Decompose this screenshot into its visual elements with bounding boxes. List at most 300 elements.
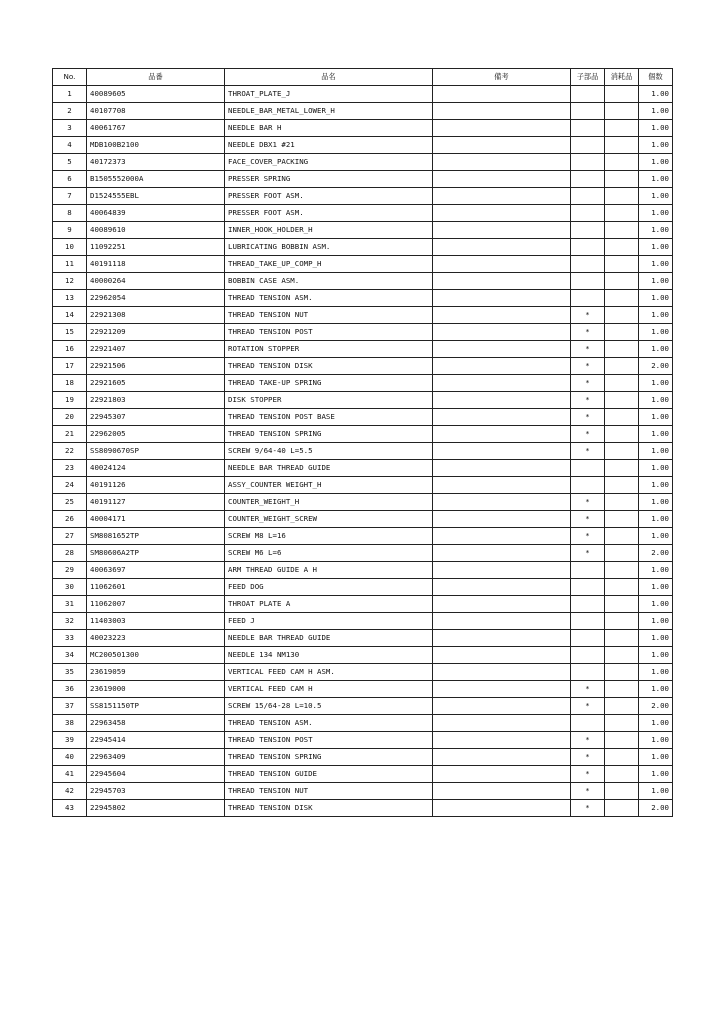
header-sub-part: 子部品 bbox=[571, 69, 605, 86]
consumable-mark-cell bbox=[605, 290, 639, 307]
remarks-cell bbox=[433, 188, 571, 205]
row-number: 38 bbox=[53, 715, 87, 732]
table-row bbox=[53, 307, 673, 324]
part-number-cell: 40191127 bbox=[87, 494, 225, 511]
sub-part-mark-cell bbox=[571, 222, 605, 239]
table-row bbox=[53, 647, 673, 664]
quantity-cell: 1.00 bbox=[639, 460, 673, 477]
row-number: 13 bbox=[53, 290, 87, 307]
remarks-cell bbox=[433, 154, 571, 171]
quantity-cell: 1.00 bbox=[639, 579, 673, 596]
remarks-cell bbox=[433, 358, 571, 375]
quantity-cell: 1.00 bbox=[639, 783, 673, 800]
part-number-cell: 11062007 bbox=[87, 596, 225, 613]
table-row bbox=[53, 579, 673, 596]
remarks-cell bbox=[433, 273, 571, 290]
quantity-cell: 1.00 bbox=[639, 647, 673, 664]
table-row bbox=[53, 137, 673, 154]
part-name-cell: FEED DOG bbox=[225, 579, 433, 596]
table-row bbox=[53, 290, 673, 307]
part-number-cell: 22945604 bbox=[87, 766, 225, 783]
row-number: 18 bbox=[53, 375, 87, 392]
part-name-cell: THREAD TENSION GUIDE bbox=[225, 766, 433, 783]
table-row bbox=[53, 511, 673, 528]
table-row bbox=[53, 154, 673, 171]
consumable-mark-cell bbox=[605, 715, 639, 732]
quantity-cell: 1.00 bbox=[639, 596, 673, 613]
part-name-cell: SCREW 15/64-28 L=10.5 bbox=[225, 698, 433, 715]
table-row bbox=[53, 273, 673, 290]
table-row bbox=[53, 188, 673, 205]
consumable-mark-cell bbox=[605, 324, 639, 341]
part-name-cell: THREAD TENSION ASM. bbox=[225, 290, 433, 307]
sub-part-mark-cell bbox=[571, 715, 605, 732]
row-number: 28 bbox=[53, 545, 87, 562]
part-number-cell: 40063697 bbox=[87, 562, 225, 579]
sub-part-mark-cell: * bbox=[571, 307, 605, 324]
part-name-cell: VERTICAL FEED CAM H ASM. bbox=[225, 664, 433, 681]
row-number: 32 bbox=[53, 613, 87, 630]
part-number-cell: 22962005 bbox=[87, 426, 225, 443]
consumable-mark-cell bbox=[605, 647, 639, 664]
remarks-cell bbox=[433, 239, 571, 256]
remarks-cell bbox=[433, 596, 571, 613]
sub-part-mark-cell: * bbox=[571, 392, 605, 409]
part-number-cell: 22963458 bbox=[87, 715, 225, 732]
sub-part-mark-cell bbox=[571, 239, 605, 256]
part-number-cell: MC200501300 bbox=[87, 647, 225, 664]
row-number: 36 bbox=[53, 681, 87, 698]
consumable-mark-cell bbox=[605, 477, 639, 494]
table-row bbox=[53, 205, 673, 222]
remarks-cell bbox=[433, 409, 571, 426]
sub-part-mark-cell: * bbox=[571, 545, 605, 562]
remarks-cell bbox=[433, 222, 571, 239]
row-number: 41 bbox=[53, 766, 87, 783]
row-number: 23 bbox=[53, 460, 87, 477]
part-number-cell: 40023223 bbox=[87, 630, 225, 647]
table-row bbox=[53, 664, 673, 681]
consumable-mark-cell bbox=[605, 188, 639, 205]
consumable-mark-cell bbox=[605, 205, 639, 222]
quantity-cell: 1.00 bbox=[639, 409, 673, 426]
part-name-cell: FACE_COVER_PACKING bbox=[225, 154, 433, 171]
part-name-cell: THROAT_PLATE_J bbox=[225, 86, 433, 103]
remarks-cell bbox=[433, 375, 571, 392]
row-number: 37 bbox=[53, 698, 87, 715]
remarks-cell bbox=[433, 460, 571, 477]
row-number: 34 bbox=[53, 647, 87, 664]
consumable-mark-cell bbox=[605, 494, 639, 511]
table-row bbox=[53, 715, 673, 732]
consumable-mark-cell bbox=[605, 137, 639, 154]
part-name-cell: LUBRICATING BOBBIN ASM. bbox=[225, 239, 433, 256]
sub-part-mark-cell bbox=[571, 290, 605, 307]
row-number: 11 bbox=[53, 256, 87, 273]
table-row bbox=[53, 426, 673, 443]
row-number: 20 bbox=[53, 409, 87, 426]
sub-part-mark-cell bbox=[571, 664, 605, 681]
consumable-mark-cell bbox=[605, 800, 639, 817]
quantity-cell: 1.00 bbox=[639, 256, 673, 273]
sub-part-mark-cell: * bbox=[571, 358, 605, 375]
table-row bbox=[53, 341, 673, 358]
part-number-cell: MDB100B2100 bbox=[87, 137, 225, 154]
part-number-cell: 22921506 bbox=[87, 358, 225, 375]
remarks-cell bbox=[433, 681, 571, 698]
remarks-cell bbox=[433, 256, 571, 273]
part-name-cell: FEED J bbox=[225, 613, 433, 630]
part-number-cell: 11092251 bbox=[87, 239, 225, 256]
quantity-cell: 1.00 bbox=[639, 562, 673, 579]
quantity-cell: 1.00 bbox=[639, 494, 673, 511]
part-name-cell: NEEDLE BAR THREAD GUIDE bbox=[225, 630, 433, 647]
part-name-cell: NEEDLE BAR THREAD GUIDE bbox=[225, 460, 433, 477]
sub-part-mark-cell: * bbox=[571, 511, 605, 528]
consumable-mark-cell bbox=[605, 307, 639, 324]
sub-part-mark-cell: * bbox=[571, 409, 605, 426]
row-number: 42 bbox=[53, 783, 87, 800]
remarks-cell bbox=[433, 698, 571, 715]
header-part-name: 品名 bbox=[225, 69, 433, 86]
sub-part-mark-cell bbox=[571, 188, 605, 205]
header-no: No. bbox=[53, 69, 87, 86]
part-name-cell: INNER_HOOK_HOLDER_H bbox=[225, 222, 433, 239]
remarks-cell bbox=[433, 443, 571, 460]
row-number: 17 bbox=[53, 358, 87, 375]
remarks-cell bbox=[433, 120, 571, 137]
sub-part-mark-cell bbox=[571, 86, 605, 103]
header-remarks: 備考 bbox=[433, 69, 571, 86]
row-number: 12 bbox=[53, 273, 87, 290]
remarks-cell bbox=[433, 511, 571, 528]
sub-part-mark-cell: * bbox=[571, 341, 605, 358]
table-row bbox=[53, 409, 673, 426]
remarks-cell bbox=[433, 86, 571, 103]
part-name-cell: THREAD TENSION DISK bbox=[225, 800, 433, 817]
row-number: 8 bbox=[53, 205, 87, 222]
row-number: 35 bbox=[53, 664, 87, 681]
table-row bbox=[53, 766, 673, 783]
remarks-cell bbox=[433, 647, 571, 664]
sub-part-mark-cell bbox=[571, 630, 605, 647]
quantity-cell: 2.00 bbox=[639, 698, 673, 715]
part-name-cell: THREAD TENSION SPRING bbox=[225, 749, 433, 766]
part-name-cell: THREAD TENSION POST BASE bbox=[225, 409, 433, 426]
part-name-cell: THREAD TENSION POST bbox=[225, 324, 433, 341]
consumable-mark-cell bbox=[605, 120, 639, 137]
part-name-cell: VERTICAL FEED CAM H bbox=[225, 681, 433, 698]
table-row bbox=[53, 256, 673, 273]
quantity-cell: 1.00 bbox=[639, 715, 673, 732]
remarks-cell bbox=[433, 766, 571, 783]
part-number-cell: 22921407 bbox=[87, 341, 225, 358]
sub-part-mark-cell bbox=[571, 154, 605, 171]
part-name-cell: THREAD TENSION POST bbox=[225, 732, 433, 749]
consumable-mark-cell bbox=[605, 596, 639, 613]
sub-part-mark-cell bbox=[571, 171, 605, 188]
part-number-cell: D1524555EBL bbox=[87, 188, 225, 205]
part-name-cell: NEEDLE 134 NM130 bbox=[225, 647, 433, 664]
quantity-cell: 1.00 bbox=[639, 205, 673, 222]
consumable-mark-cell bbox=[605, 681, 639, 698]
row-number: 39 bbox=[53, 732, 87, 749]
part-number-cell: 23619000 bbox=[87, 681, 225, 698]
quantity-cell: 1.00 bbox=[639, 664, 673, 681]
part-number-cell: 40089610 bbox=[87, 222, 225, 239]
part-name-cell: COUNTER_WEIGHT_H bbox=[225, 494, 433, 511]
sub-part-mark-cell: * bbox=[571, 766, 605, 783]
consumable-mark-cell bbox=[605, 375, 639, 392]
part-number-cell: 40024124 bbox=[87, 460, 225, 477]
quantity-cell: 1.00 bbox=[639, 86, 673, 103]
part-number-cell: SS8090670SP bbox=[87, 443, 225, 460]
consumable-mark-cell bbox=[605, 171, 639, 188]
remarks-cell bbox=[433, 341, 571, 358]
remarks-cell bbox=[433, 630, 571, 647]
table-row bbox=[53, 630, 673, 647]
consumable-mark-cell bbox=[605, 443, 639, 460]
sub-part-mark-cell bbox=[571, 256, 605, 273]
part-name-cell: ROTATION STOPPER bbox=[225, 341, 433, 358]
table-row bbox=[53, 698, 673, 715]
consumable-mark-cell bbox=[605, 698, 639, 715]
part-number-cell: 22945414 bbox=[87, 732, 225, 749]
consumable-mark-cell bbox=[605, 426, 639, 443]
part-name-cell: SCREW 9/64-40 L=5.5 bbox=[225, 443, 433, 460]
quantity-cell: 1.00 bbox=[639, 154, 673, 171]
part-name-cell: SCREW M8 L=16 bbox=[225, 528, 433, 545]
part-name-cell: COUNTER_WEIGHT_SCREW bbox=[225, 511, 433, 528]
part-number-cell: 11062601 bbox=[87, 579, 225, 596]
sub-part-mark-cell: * bbox=[571, 800, 605, 817]
row-number: 31 bbox=[53, 596, 87, 613]
consumable-mark-cell bbox=[605, 664, 639, 681]
row-number: 15 bbox=[53, 324, 87, 341]
remarks-cell bbox=[433, 664, 571, 681]
row-number: 16 bbox=[53, 341, 87, 358]
part-name-cell: THREAD TENSION DISK bbox=[225, 358, 433, 375]
row-number: 4 bbox=[53, 137, 87, 154]
row-number: 10 bbox=[53, 239, 87, 256]
sub-part-mark-cell: * bbox=[571, 324, 605, 341]
remarks-cell bbox=[433, 324, 571, 341]
table-row bbox=[53, 732, 673, 749]
row-number: 43 bbox=[53, 800, 87, 817]
sub-part-mark-cell: * bbox=[571, 443, 605, 460]
quantity-cell: 1.00 bbox=[639, 137, 673, 154]
consumable-mark-cell bbox=[605, 766, 639, 783]
remarks-cell bbox=[433, 103, 571, 120]
remarks-cell bbox=[433, 205, 571, 222]
quantity-cell: 1.00 bbox=[639, 103, 673, 120]
table-row bbox=[53, 613, 673, 630]
row-number: 3 bbox=[53, 120, 87, 137]
quantity-cell: 1.00 bbox=[639, 528, 673, 545]
quantity-cell: 1.00 bbox=[639, 477, 673, 494]
quantity-cell: 1.00 bbox=[639, 375, 673, 392]
consumable-mark-cell bbox=[605, 341, 639, 358]
row-number: 30 bbox=[53, 579, 87, 596]
row-number: 27 bbox=[53, 528, 87, 545]
sub-part-mark-cell bbox=[571, 460, 605, 477]
row-number: 9 bbox=[53, 222, 87, 239]
row-number: 29 bbox=[53, 562, 87, 579]
row-number: 40 bbox=[53, 749, 87, 766]
table-row bbox=[53, 103, 673, 120]
table-row bbox=[53, 171, 673, 188]
quantity-cell: 1.00 bbox=[639, 341, 673, 358]
part-name-cell: THREAD TENSION ASM. bbox=[225, 715, 433, 732]
table-row bbox=[53, 222, 673, 239]
parts-table bbox=[52, 68, 673, 817]
remarks-cell bbox=[433, 290, 571, 307]
table-row bbox=[53, 596, 673, 613]
remarks-cell bbox=[433, 715, 571, 732]
part-name-cell: BOBBIN CASE ASM. bbox=[225, 273, 433, 290]
table-row bbox=[53, 375, 673, 392]
table-header-row bbox=[53, 69, 673, 86]
table-row bbox=[53, 86, 673, 103]
sub-part-mark-cell: * bbox=[571, 749, 605, 766]
consumable-mark-cell bbox=[605, 86, 639, 103]
remarks-cell bbox=[433, 579, 571, 596]
remarks-cell bbox=[433, 783, 571, 800]
part-number-cell: 40089605 bbox=[87, 86, 225, 103]
table-row bbox=[53, 749, 673, 766]
table-row bbox=[53, 545, 673, 562]
sub-part-mark-cell: * bbox=[571, 375, 605, 392]
sub-part-mark-cell bbox=[571, 579, 605, 596]
row-number: 24 bbox=[53, 477, 87, 494]
table-row bbox=[53, 783, 673, 800]
remarks-cell bbox=[433, 392, 571, 409]
consumable-mark-cell bbox=[605, 783, 639, 800]
table-row bbox=[53, 494, 673, 511]
table-row bbox=[53, 528, 673, 545]
consumable-mark-cell bbox=[605, 732, 639, 749]
consumable-mark-cell bbox=[605, 409, 639, 426]
sub-part-mark-cell bbox=[571, 120, 605, 137]
part-name-cell: PRESSER FOOT ASM. bbox=[225, 205, 433, 222]
row-number: 7 bbox=[53, 188, 87, 205]
part-number-cell: 22921605 bbox=[87, 375, 225, 392]
part-number-cell: 40004171 bbox=[87, 511, 225, 528]
header-part-number: 品番 bbox=[87, 69, 225, 86]
quantity-cell: 1.00 bbox=[639, 120, 673, 137]
remarks-cell bbox=[433, 494, 571, 511]
part-number-cell: 40000264 bbox=[87, 273, 225, 290]
part-number-cell: 23619059 bbox=[87, 664, 225, 681]
remarks-cell bbox=[433, 562, 571, 579]
part-number-cell: 40061767 bbox=[87, 120, 225, 137]
part-number-cell: B1505552000A bbox=[87, 171, 225, 188]
sub-part-mark-cell bbox=[571, 273, 605, 290]
row-number: 22 bbox=[53, 443, 87, 460]
part-number-cell: 22963409 bbox=[87, 749, 225, 766]
quantity-cell: 1.00 bbox=[639, 324, 673, 341]
sub-part-mark-cell bbox=[571, 562, 605, 579]
row-number: 26 bbox=[53, 511, 87, 528]
remarks-cell bbox=[433, 613, 571, 630]
part-number-cell: 22962054 bbox=[87, 290, 225, 307]
part-name-cell: PRESSER FOOT ASM. bbox=[225, 188, 433, 205]
consumable-mark-cell bbox=[605, 613, 639, 630]
row-number: 2 bbox=[53, 103, 87, 120]
sub-part-mark-cell bbox=[571, 596, 605, 613]
part-name-cell: NEEDLE_BAR_METAL_LOWER_H bbox=[225, 103, 433, 120]
quantity-cell: 1.00 bbox=[639, 749, 673, 766]
part-name-cell: NEEDLE DBX1 #21 bbox=[225, 137, 433, 154]
part-number-cell: 40191118 bbox=[87, 256, 225, 273]
row-number: 1 bbox=[53, 86, 87, 103]
parts-table-body bbox=[53, 86, 673, 817]
header-quantity: 個数 bbox=[639, 69, 673, 86]
sub-part-mark-cell: * bbox=[571, 783, 605, 800]
table-row bbox=[53, 562, 673, 579]
remarks-cell bbox=[433, 800, 571, 817]
table-row bbox=[53, 324, 673, 341]
table-row bbox=[53, 358, 673, 375]
remarks-cell bbox=[433, 749, 571, 766]
consumable-mark-cell bbox=[605, 103, 639, 120]
quantity-cell: 1.00 bbox=[639, 171, 673, 188]
consumable-mark-cell bbox=[605, 460, 639, 477]
row-number: 21 bbox=[53, 426, 87, 443]
part-name-cell: THROAT PLATE A bbox=[225, 596, 433, 613]
part-name-cell: NEEDLE BAR H bbox=[225, 120, 433, 137]
part-number-cell: 22921308 bbox=[87, 307, 225, 324]
consumable-mark-cell bbox=[605, 358, 639, 375]
part-number-cell: 40172373 bbox=[87, 154, 225, 171]
table-row bbox=[53, 800, 673, 817]
consumable-mark-cell bbox=[605, 579, 639, 596]
row-number: 19 bbox=[53, 392, 87, 409]
consumable-mark-cell bbox=[605, 528, 639, 545]
consumable-mark-cell bbox=[605, 545, 639, 562]
consumable-mark-cell bbox=[605, 256, 639, 273]
quantity-cell: 1.00 bbox=[639, 511, 673, 528]
sub-part-mark-cell bbox=[571, 103, 605, 120]
quantity-cell: 2.00 bbox=[639, 545, 673, 562]
quantity-cell: 1.00 bbox=[639, 443, 673, 460]
remarks-cell bbox=[433, 137, 571, 154]
part-number-cell: 11403003 bbox=[87, 613, 225, 630]
sub-part-mark-cell: * bbox=[571, 698, 605, 715]
part-name-cell: ASSY_COUNTER WEIGHT_H bbox=[225, 477, 433, 494]
part-name-cell: THREAD TAKE-UP SPRING bbox=[225, 375, 433, 392]
quantity-cell: 1.00 bbox=[639, 290, 673, 307]
part-number-cell: 40064839 bbox=[87, 205, 225, 222]
quantity-cell: 1.00 bbox=[639, 188, 673, 205]
header-consumable: 消耗品 bbox=[605, 69, 639, 86]
sub-part-mark-cell: * bbox=[571, 494, 605, 511]
quantity-cell: 1.00 bbox=[639, 630, 673, 647]
part-name-cell: PRESSER SPRING bbox=[225, 171, 433, 188]
quantity-cell: 1.00 bbox=[639, 732, 673, 749]
table-row bbox=[53, 239, 673, 256]
remarks-cell bbox=[433, 426, 571, 443]
part-name-cell: THREAD_TAKE_UP_COMP_H bbox=[225, 256, 433, 273]
quantity-cell: 1.00 bbox=[639, 426, 673, 443]
quantity-cell: 1.00 bbox=[639, 681, 673, 698]
part-number-cell: 40107708 bbox=[87, 103, 225, 120]
part-name-cell: THREAD TENSION NUT bbox=[225, 307, 433, 324]
row-number: 6 bbox=[53, 171, 87, 188]
part-number-cell: 40191126 bbox=[87, 477, 225, 494]
sub-part-mark-cell bbox=[571, 477, 605, 494]
consumable-mark-cell bbox=[605, 630, 639, 647]
